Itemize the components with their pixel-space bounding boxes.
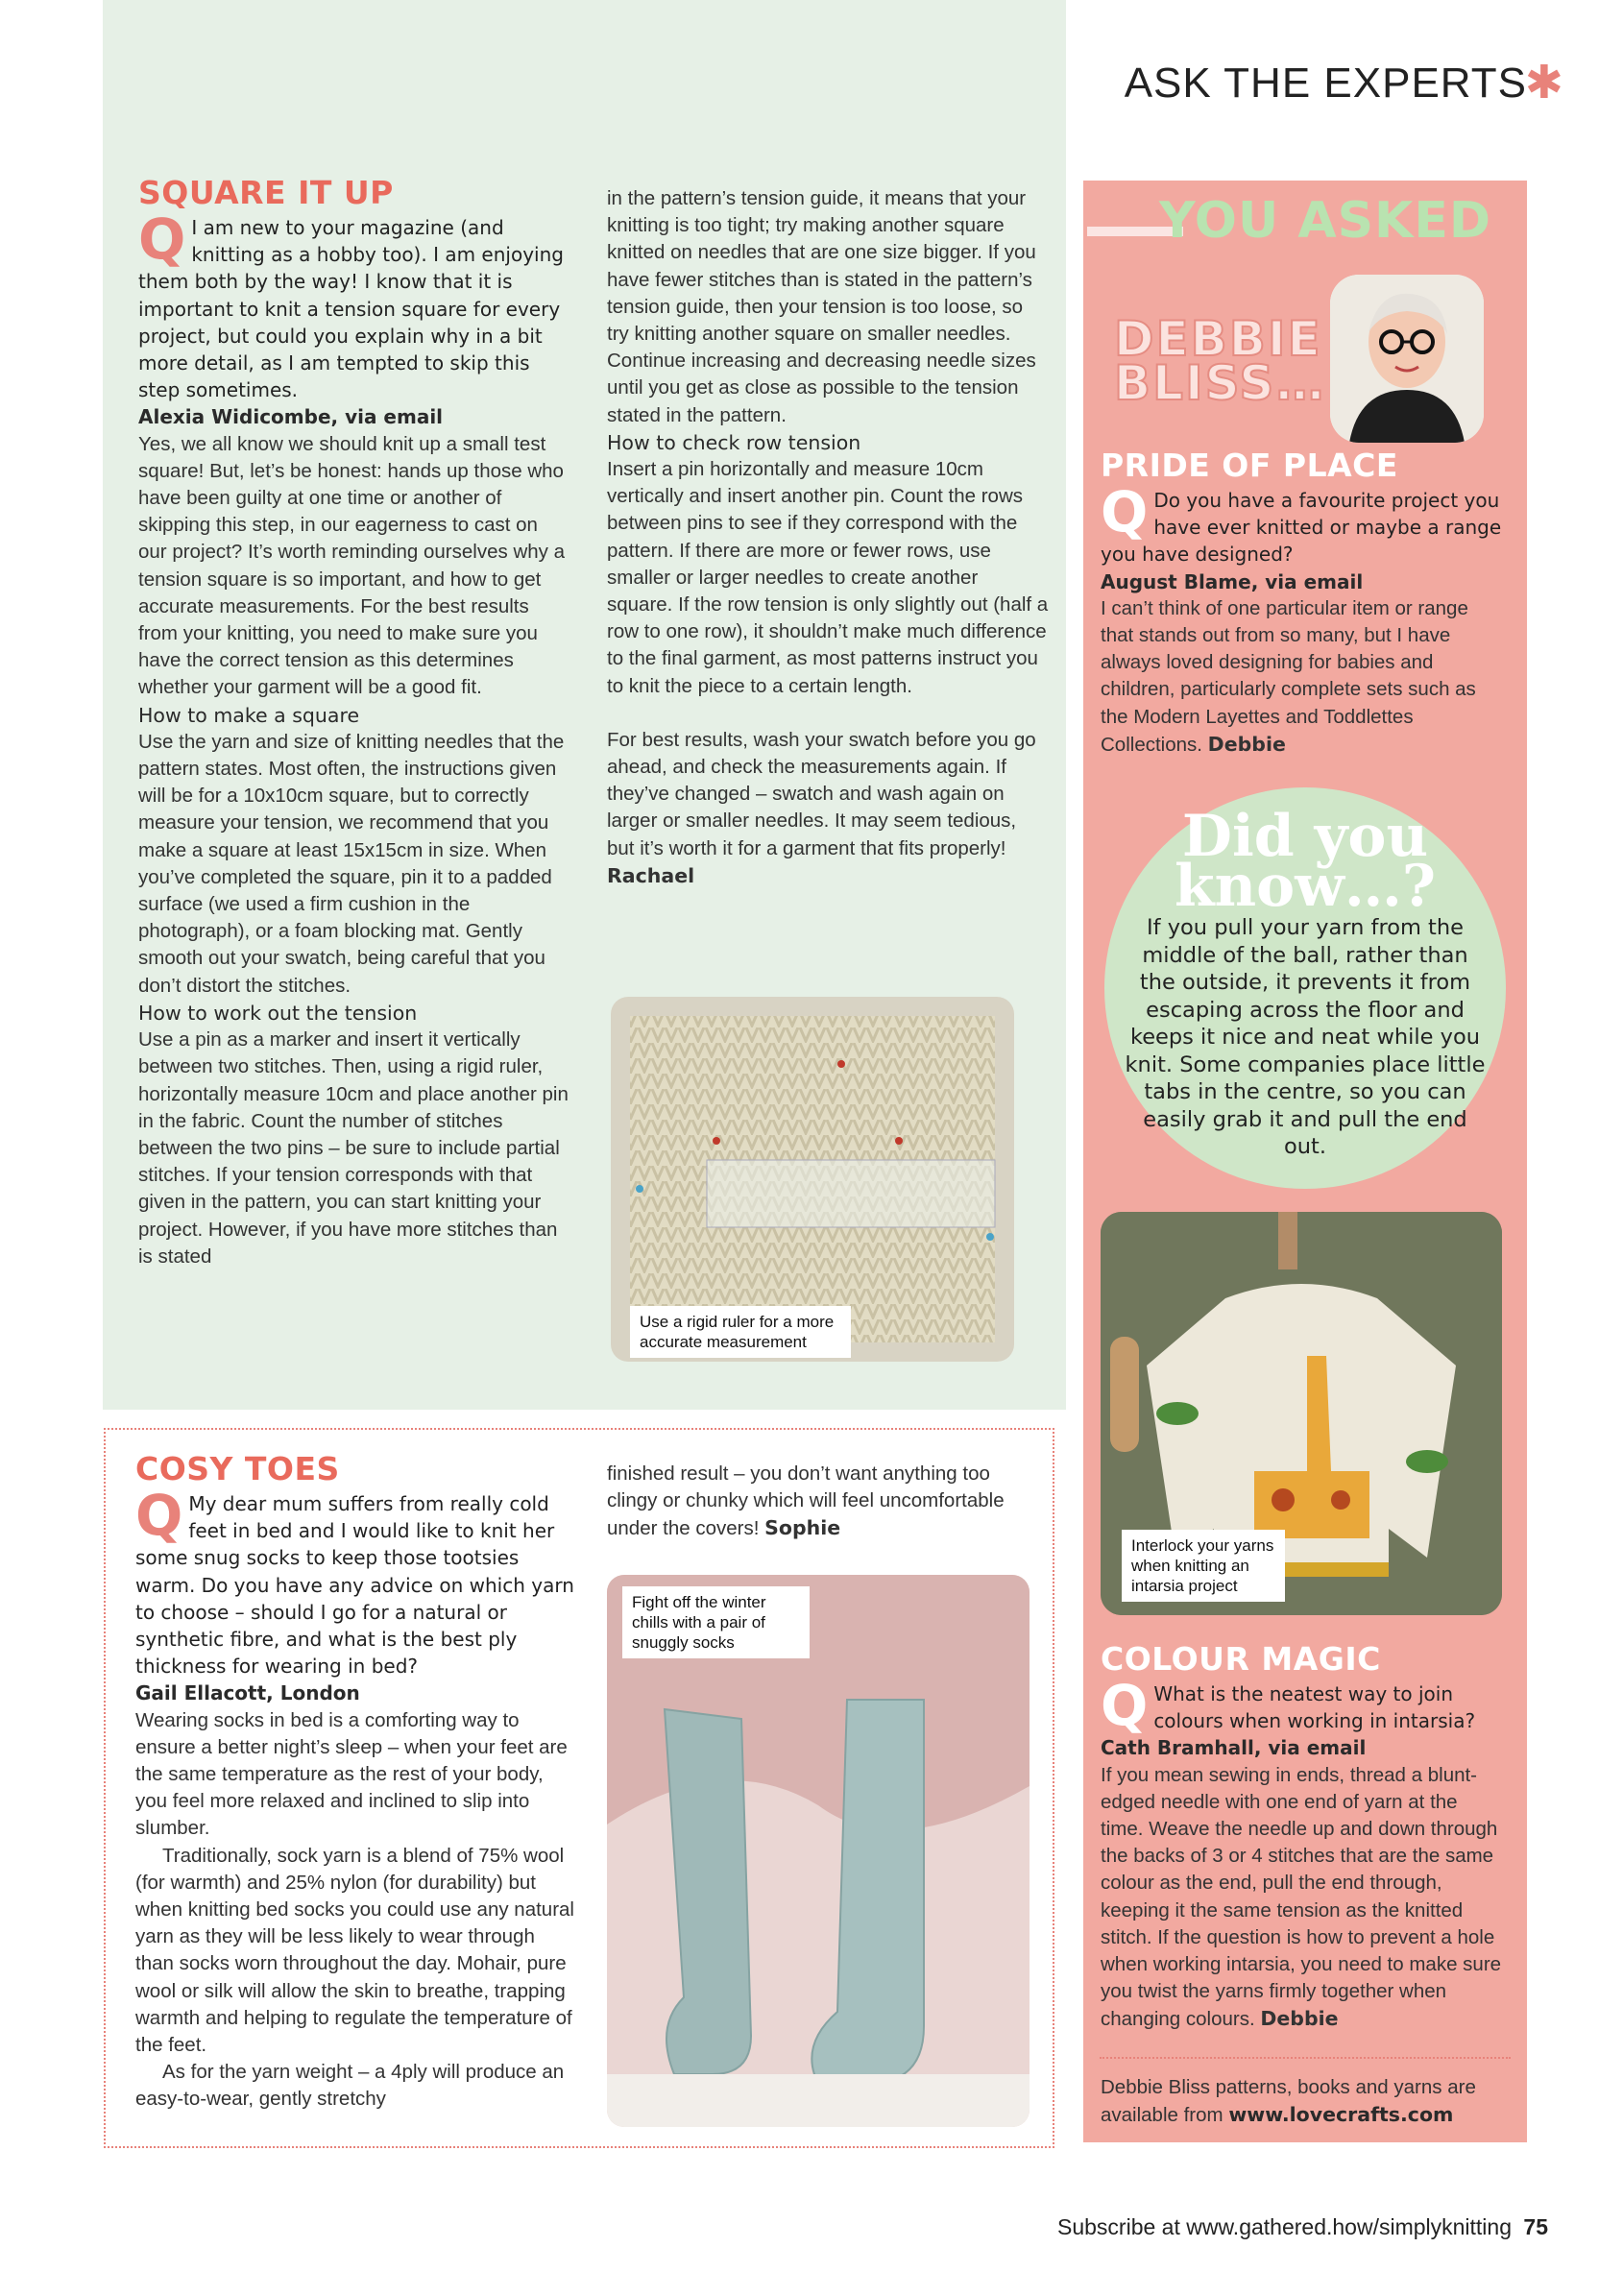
colour-question <box>1101 1673 1504 1738</box>
q-letter: Q <box>138 206 186 272</box>
cosy-answer-1: Wearing socks in bed is a comforting way to ensure a better night’s sleep – when your feet are the same temperature as the rest of your body, you feel more relaxed and inclined to slip into slumber. <box>135 1708 568 1840</box>
cosy-question-text: My dear mum suffers from really cold feet in bed and I would like to knit her some snug socks to keep those tootsies warm. Do you have any advice on which yarn to choose – should I go for a natural or synthetic fibre, and what is the best ply thickness for wearing in bed? <box>135 1492 574 1679</box>
did-you-line-2: know…? <box>1174 853 1437 920</box>
cosy-answer-4 <box>607 1461 1030 1543</box>
square-subheading-2: How to work out the tension <box>138 1001 418 1025</box>
page-number: 75 <box>1523 2214 1548 2239</box>
pride-byline: August Blame, via email <box>1101 569 1364 593</box>
debbie-portrait <box>1330 275 1484 443</box>
square-signature: Rachael <box>607 863 695 887</box>
colour-signature: Debbie <box>1260 2007 1339 2031</box>
square-answer-4: in the pattern’s tension guide, it means that your knitting is too tight; try making another square knitted on needles that are one size bigger. If you have fewer stitches than is stated in the pattern’s tension guide, then your tension is too loose, so try knitting another square on smaller needles. Continue increasing and decreasing needle sizes until you get as close as possible to the tension stated in the pattern. <box>607 187 1036 426</box>
square-answer-5: Insert a pin horizontally and measure 10cm vertically and insert another pin. Count the rows between pins to see if they correspond with the pattern. If there are more or fewer rows, use smaller or larger needles to create another square. If the row tension is only slightly out (half a row to one row), it shouldn’t make much difference to the final garment, as most patterns instruct you to knit the piece to a certain length. <box>607 458 1049 697</box>
asterisk-icon: ✱ <box>1524 58 1563 109</box>
cosy-answer-4-text: finished result – you don’t want anything too clingy or chunky which will feel uncomfortable under the covers! <box>607 1462 1005 1540</box>
square-column-2 <box>607 185 1049 890</box>
cosy-signature: Sophie <box>764 1516 841 1540</box>
section-title: ASK THE EXPERTS <box>1124 60 1527 107</box>
q-letter: Q <box>135 1483 183 1548</box>
cosy-column-1 <box>135 1452 577 2114</box>
colour-answer-text: If you mean sewing in ends, thread a blunt-edged needle with one end of yarn at the time. Weave the needle up and down through the backs of 3 or 4 stitches that are the same colour as the end, pull the end through, keeping it the same tension as the knitted stitch. If the question is how to prevent a hole when working intarsia, you need to make sure you twist the yarns firmly together when changing colours. <box>1101 1763 1502 2031</box>
cosy-column-2 <box>607 1461 1030 1543</box>
cosy-answer-3: As for the yarn weight – a 4ply will produce an easy-to-wear, gently stretchy <box>135 2061 565 2111</box>
pride-signature: Debbie <box>1207 732 1286 756</box>
square-answer-1: Yes, we all know we should knit up a small test square! But, let’s be honest: hands up those who have been guilty at one time or another of skipping this step, in our eagerness to cast on our project? It’s worth reminding ourselves why a tension square is so important, and how to get accurate measurements. For the best results from your knitting, you need to make sure you have the correct tension as this determines whether your garment will be a good fit. <box>138 432 565 699</box>
credit-note <box>1101 2074 1504 2129</box>
pride-heading: PRIDE OF PLACE <box>1101 447 1398 484</box>
page-footer <box>1057 2214 1548 2240</box>
square-subheading-3: How to check row tension <box>607 430 861 454</box>
square-question <box>138 206 570 403</box>
square-answer-3: Use a pin as a marker and insert it vertically between two stitches. Then, using a rigid ruler, horizontally measure 10cm and place another pin in the fabric. Count the number of stitches between the two pins – be sure to include partial stitches. If your tension corresponds with that given in the pattern, you can start knitting your project. However, if you have more stitches than is stated <box>138 1028 569 1268</box>
q-letter: Q <box>1101 1673 1149 1738</box>
square-heading: SQUARE IT UP <box>138 174 394 211</box>
pride-question-text: Do you have a favourite project you have ever knitted or maybe a range you have designed? <box>1101 489 1502 567</box>
colour-byline: Cath Bramhall, via email <box>1101 1736 1367 1760</box>
panel-divider <box>1100 2057 1511 2059</box>
colour-magic-section <box>1101 1642 1504 2034</box>
did-you-line-1: Did you <box>1181 803 1429 870</box>
subscribe-text[interactable]: Subscribe at www.gathered.how/simplyknitting <box>1057 2214 1513 2239</box>
square-byline: Alexia Widicombe, via email <box>138 405 444 429</box>
square-answer-2: Use the yarn and size of knitting needles that the pattern states. Most often, the instructions given will be for a 10x10cm square, but to correctly measure your tension, we recommend that you make a square at least 15x15cm in size. When you’ve completed the square, pin it to a padded surface (we used a firm cushion in the photograph), or a foam blocking mat. Gently smooth out your swatch, being careful that you don’t distort the stitches. <box>138 730 565 997</box>
colour-heading: COLOUR MAGIC <box>1101 1640 1381 1678</box>
cosy-byline: Gail Ellacott, London <box>135 1681 360 1705</box>
credit-link[interactable]: www.lovecrafts.com <box>1228 2103 1454 2127</box>
credit-text: Debbie Bliss patterns, books and yarns are available from <box>1101 2076 1476 2127</box>
square-column-1 <box>138 176 570 1270</box>
cosy-question <box>135 1483 577 1680</box>
socks-caption: Fight off the winter chills with a pair of snuggly socks <box>622 1586 810 1658</box>
colour-question-text: What is the neatest way to join colours when working in intarsia? <box>1153 1682 1476 1733</box>
did-you-know-title <box>1104 803 1506 920</box>
square-subheading-1: How to make a square <box>138 703 360 727</box>
q-letter: Q <box>1101 479 1149 544</box>
square-answer-6 <box>607 727 1049 890</box>
pride-question <box>1101 479 1504 568</box>
cosy-answer-2: Traditionally, sock yarn is a blend of 75% wool (for warmth) and 25% nylon (for durability) but when knitting bed socks you could use any natural yarn as they will be less likely to wear through than socks worn throughout the day. Mohair, pure wool or silk will allow the skin to breathe, trapping warmth and helping to regulate the temperature of the feet. <box>135 1844 574 2057</box>
did-you-know-text: If you pull your yarn from the middle of the ball, rather than the outside, it prevents it from escaping across the floor and keeps it nice and neat while you knit. Some companies place little tabs in the centre, so you can easily grab it and pull the end out. <box>1125 915 1486 1159</box>
debbie-bliss-title <box>1114 311 1326 411</box>
cosy-heading: COSY TOES <box>135 1450 340 1487</box>
you-asked-title: YOU ASKED <box>1159 192 1492 250</box>
debbie-line-1: DEBBIE <box>1114 311 1322 367</box>
pride-answer-text: I can’t think of one particular item or range that stands out from so many, but I have always loved designing for babies and children, particularly complete sets such as the Modern Layettes and Toddlettes Collections. <box>1101 596 1476 756</box>
debbie-line-2: BLISS… <box>1114 355 1326 411</box>
portrait-image <box>1330 275 1484 443</box>
colour-answer <box>1101 1762 1504 2034</box>
pride-answer <box>1101 595 1504 759</box>
square-question-text: I am new to your magazine (and knitting as a hobby too). I am enjoying them both by the way! I know that it is important to knit a tension square for every project, but could you explain why in a bit more detail, as I am tempted to skip this step sometimes. <box>138 216 564 402</box>
swatch-caption: Use a rigid ruler for a more accurate measurement <box>630 1306 851 1358</box>
sweater-caption: Interlock your yarns when knitting an intarsia project <box>1122 1530 1285 1602</box>
square-answer-6-text: For best results, wash your swatch before you go ahead, and check the measurements again. If they’ve changed – swatch and wash again on larger or smaller needles. It may seem tedious, but it’s worth it for a garment that fits properly! <box>607 728 1036 859</box>
pride-of-place-section <box>1101 448 1504 759</box>
